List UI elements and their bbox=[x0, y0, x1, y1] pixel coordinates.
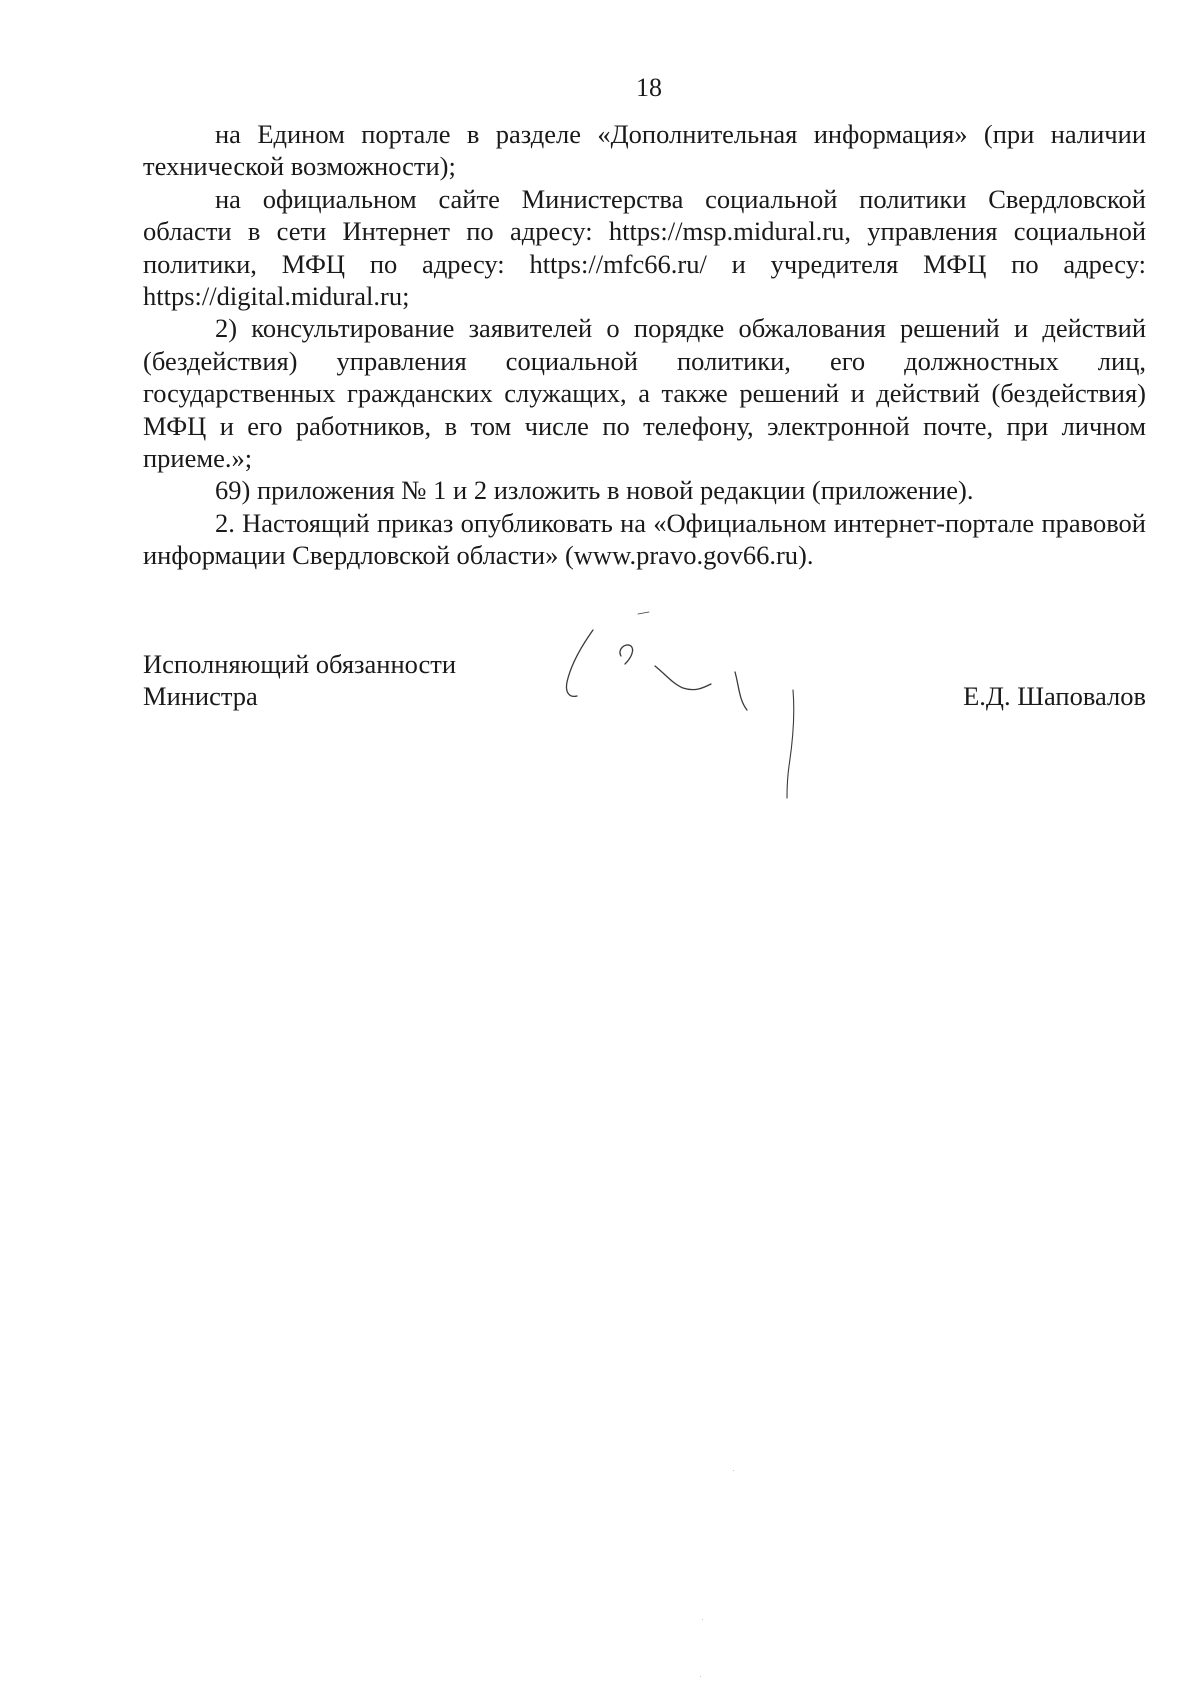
paragraph-publication: 2. Настоящий приказ опубликовать на «Официальном интернет-портале правовой информации Свердловской области» (www.pravo.gov66.ru). bbox=[143, 507, 1146, 571]
signer-position bbox=[143, 648, 563, 713]
paragraph-appendices: 69) приложения № 1 и 2 изложить в новой редакции (приложение). bbox=[215, 475, 974, 506]
paragraph-consultation: 2) консультирование заявителей о порядке обжалования решений и действий (бездействия) управления социальной политики, его должностных лиц, государственных гражданских служащих, а также решений и действий (бездействия) МФЦ и его работников, в том числе по телефону, электронной почте, при личном приеме.»; bbox=[143, 313, 1146, 474]
signature-block bbox=[143, 648, 1146, 738]
signer-position-line2: Министра bbox=[143, 681, 258, 712]
signer-position-line1: Исполняющий обязанности bbox=[143, 649, 457, 679]
signer-name: Е.Д. Шаповалов bbox=[963, 681, 1146, 711]
scan-speck bbox=[702, 1619, 703, 1620]
document-body bbox=[143, 118, 1146, 572]
handwritten-signature-icon bbox=[543, 600, 863, 800]
paragraph-official-site: на официальном сайте Министерства социальной политики Свердловской области в сети Интернет по адресу: https://msp.midural.ru, управления социальной политики, МФЦ по адресу: https://mfc66.ru/ и учредителя МФЦ по адресу: https://digital.midural.ru; bbox=[143, 183, 1146, 312]
scan-speck bbox=[700, 1676, 701, 1677]
scan-speck bbox=[733, 1470, 734, 1471]
paragraph-portal: на Едином портале в разделе «Дополнительная информация» (при наличии технической возможности); bbox=[143, 119, 1146, 182]
page-number: 18 bbox=[636, 73, 662, 102]
